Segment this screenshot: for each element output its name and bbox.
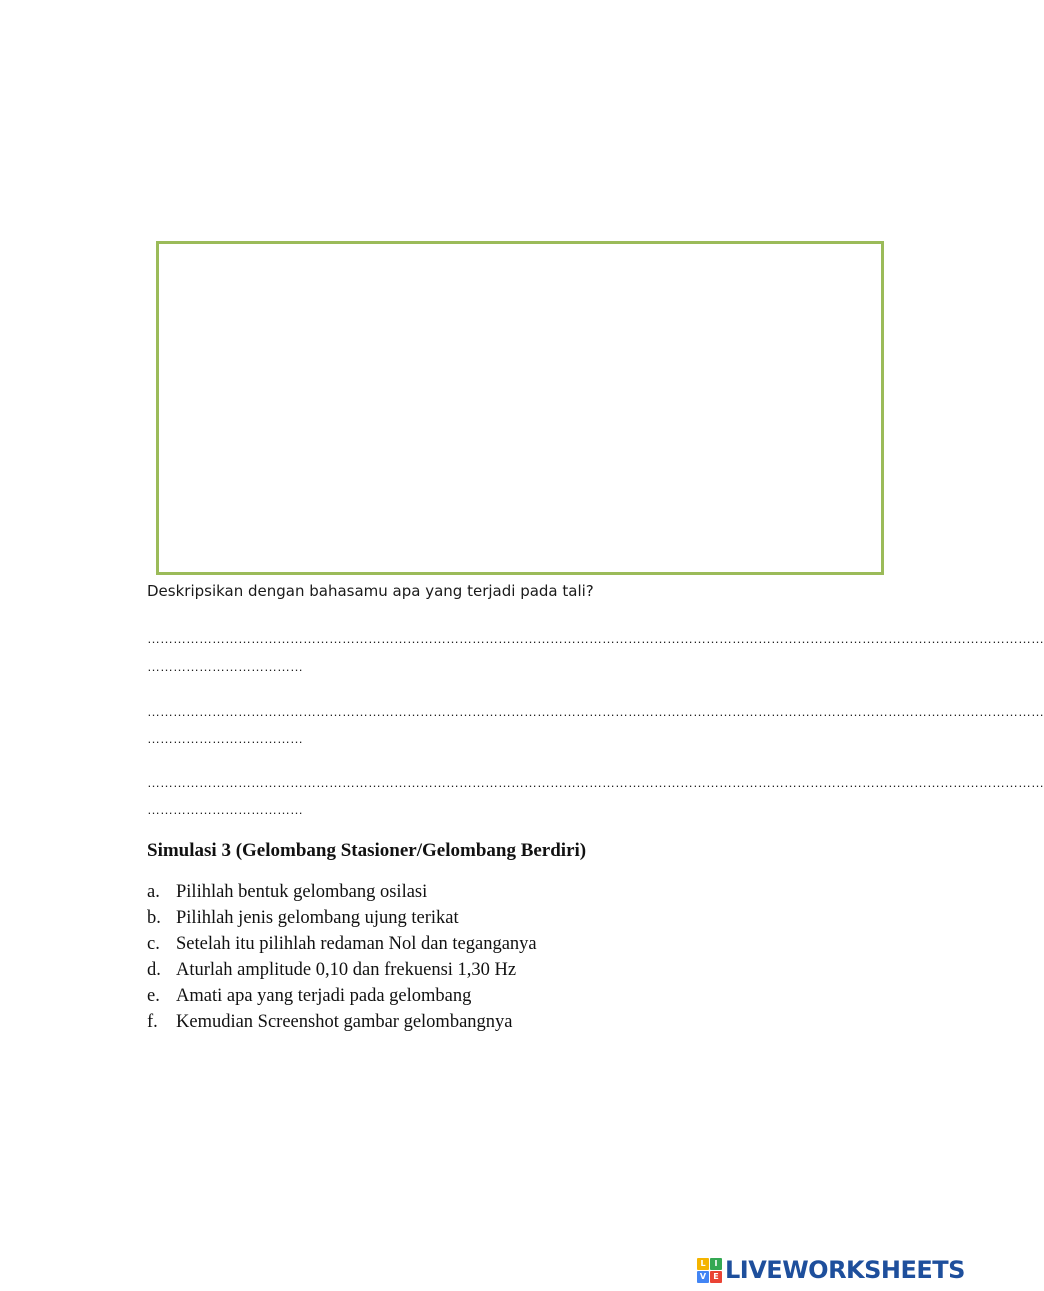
list-item-text: Kemudian Screenshot gambar gelombangnya bbox=[176, 1012, 513, 1032]
list-item bbox=[147, 932, 537, 958]
answer-line-continuation[interactable]: ……………………………… bbox=[147, 659, 303, 674]
list-marker: e. bbox=[147, 986, 160, 1006]
answer-line[interactable]: ……………………………………………………………………………………………………………………………………………………………………………………… bbox=[147, 631, 1044, 646]
steps-list bbox=[147, 880, 537, 1036]
list-item bbox=[147, 1010, 537, 1036]
logo-block: E bbox=[710, 1271, 722, 1283]
list-item-text: Amati apa yang terjadi pada gelombang bbox=[176, 986, 472, 1006]
answer-line-continuation[interactable]: ……………………………… bbox=[147, 731, 303, 746]
logo-block: V bbox=[697, 1271, 709, 1283]
liveworksheets-logo bbox=[697, 1255, 965, 1285]
live-blocks-icon bbox=[697, 1258, 722, 1283]
list-marker: a. bbox=[147, 882, 160, 902]
list-item bbox=[147, 880, 537, 906]
logo-block: I bbox=[710, 1258, 722, 1270]
logo-block: L bbox=[697, 1258, 709, 1270]
list-item bbox=[147, 984, 537, 1010]
question-prompt: Deskripsikan dengan bahasamu apa yang terjadi pada tali? bbox=[147, 582, 594, 600]
answer-line-continuation[interactable]: ……………………………… bbox=[147, 802, 303, 817]
list-marker: d. bbox=[147, 960, 161, 980]
list-item-text: Pilihlah jenis gelombang ujung terikat bbox=[176, 908, 459, 928]
answer-line[interactable]: ……………………………………………………………………………………………………………………………………………………………………………………… bbox=[147, 704, 1044, 719]
list-item-text: Pilihlah bentuk gelombang osilasi bbox=[176, 882, 428, 902]
list-marker: c. bbox=[147, 934, 160, 954]
list-marker: b. bbox=[147, 908, 161, 928]
brand-name: LIVEWORKSHEETS bbox=[725, 1256, 965, 1284]
screenshot-answer-box[interactable] bbox=[156, 241, 884, 575]
list-item bbox=[147, 958, 537, 984]
list-marker: f. bbox=[147, 1012, 158, 1032]
list-item-text: Setelah itu pilihlah redaman Nol dan teganganya bbox=[176, 934, 537, 954]
section-title: Simulasi 3 (Gelombang Stasioner/Gelombang Berdiri) bbox=[147, 840, 587, 861]
list-item-text: Aturlah amplitude 0,10 dan frekuensi 1,30 Hz bbox=[176, 960, 517, 980]
answer-line[interactable]: ……………………………………………………………………………………………………………………………………………………………………………………… bbox=[147, 775, 1044, 790]
list-item bbox=[147, 906, 537, 932]
